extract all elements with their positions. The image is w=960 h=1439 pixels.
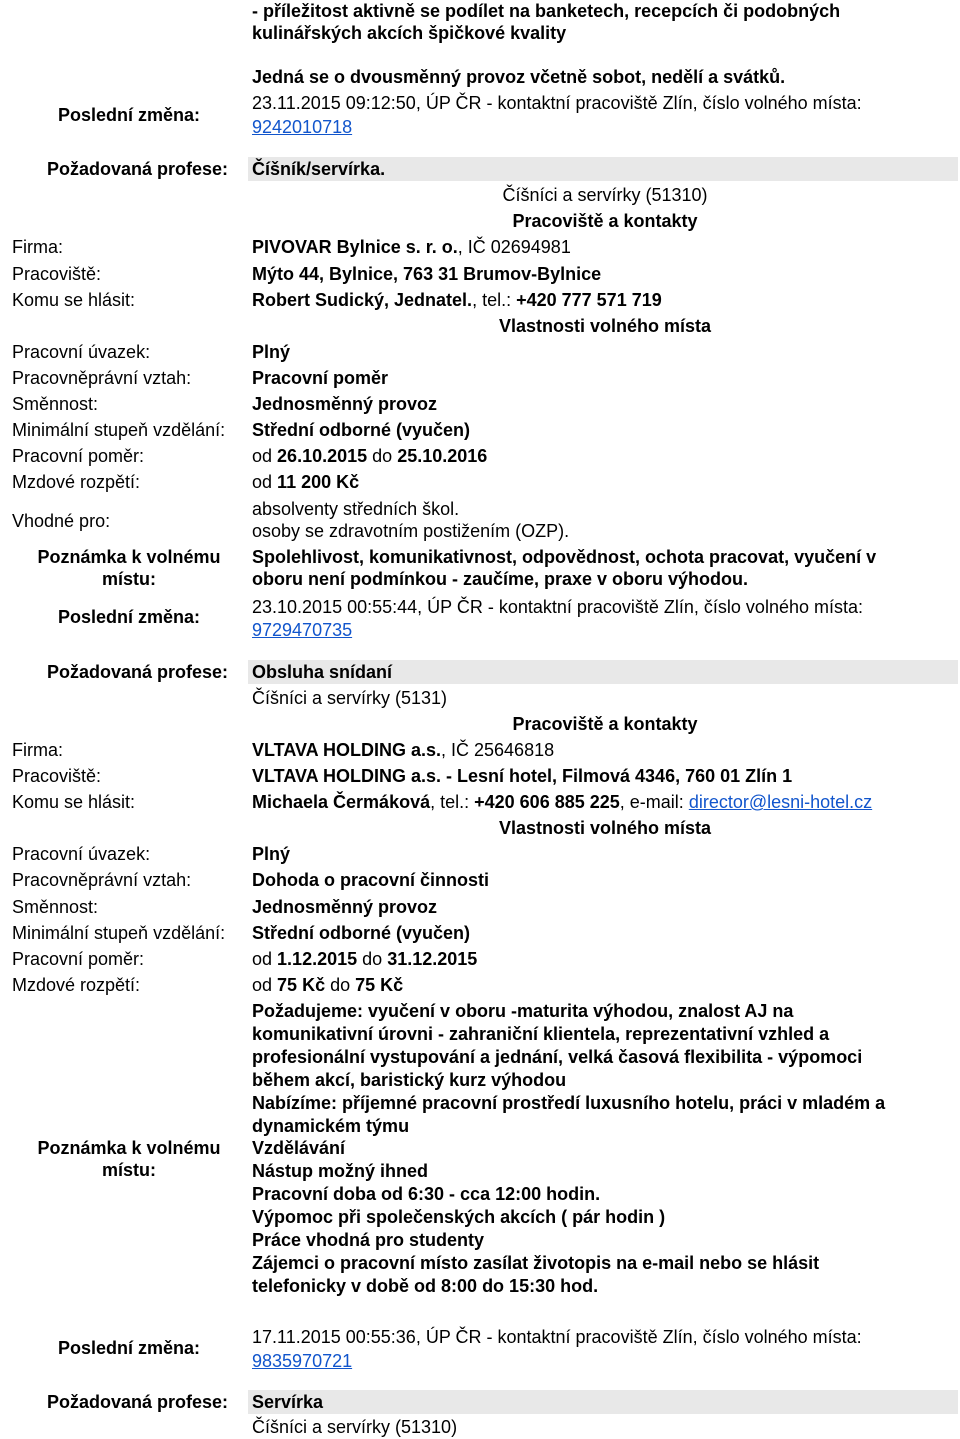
suitable-for-label: Vhodné pro: — [12, 511, 111, 531]
company-value — [252, 236, 571, 258]
contact-label: Komu se hlásit: — [12, 792, 136, 812]
section-heading-properties: Vlastnosti volného místa — [498, 316, 712, 336]
note-label — [12, 1137, 246, 1181]
note-label — [12, 546, 246, 590]
contact-phone: +420 777 571 719 — [516, 290, 662, 310]
last-change-label: Poslední změna: — [57, 105, 201, 125]
section-heading-properties: Vlastnosti volného místa — [498, 818, 712, 838]
profession-value: Obsluha snídaní — [252, 662, 393, 682]
salary-from: 11 200 Kč — [277, 472, 360, 492]
profession-category: Číšníci a servírky (51310) — [502, 185, 708, 205]
note-text-line: komunikativní úrovni - zahraniční klientela, reprezentativní vzhled a — [252, 1024, 830, 1044]
employment-relation-value: Dohoda o pracovní činnosti — [252, 870, 490, 890]
company-ic: , IČ 25646818 — [441, 740, 555, 760]
profession-label: Požadovaná profese: — [46, 662, 228, 682]
contact-email-link[interactable]: director@lesni-hotel.cz — [688, 792, 873, 812]
salary-to: 75 Kč — [355, 975, 404, 995]
shift-label: Směnnost: — [12, 394, 99, 414]
section-heading-contacts: Pracoviště a kontakty — [512, 211, 698, 231]
profession-value: Číšník/servírka. — [252, 159, 386, 179]
last-change-label: Poslední změna: — [57, 1338, 201, 1358]
note-text-line: Pracovní doba od 6:30 - cca 12:00 hodin. — [252, 1184, 601, 1204]
contact-person: Michaela Čermáková — [252, 792, 431, 812]
period-from: 26.10.2015 — [277, 446, 368, 466]
last-change-label: Poslední změna: — [57, 607, 201, 627]
last-change-text: 23.10.2015 00:55:44, ÚP ČR - kontaktní pracoviště Zlín, číslo volného místa: — [252, 597, 863, 617]
workplace-value: Mýto 44, Bylnice, 763 31 Brumov-Bylnice — [252, 264, 602, 284]
period-to: 31.12.2015 — [387, 949, 478, 969]
profession-label: Požadovaná profese: — [46, 159, 228, 179]
profession-category: Číšníci a servírky (5131) — [252, 688, 448, 708]
section-heading-contacts: Pracoviště a kontakty — [512, 714, 698, 734]
workplace-value: VLTAVA HOLDING a.s. - Lesní hotel, Filmová 4346, 760 01 Zlín 1 — [252, 766, 793, 786]
salary-value — [252, 471, 359, 493]
shift-value: Jednosměnný provoz — [252, 897, 438, 917]
note-text-line: dynamickém týmu — [252, 1116, 410, 1136]
employment-period-value — [252, 948, 477, 970]
suitable-for-item: osoby se zdravotním postižením (OZP). — [252, 521, 570, 541]
to-label: do — [372, 446, 393, 466]
job-id-link[interactable]: 9729470735 — [252, 620, 353, 640]
company-label: Firma: — [12, 237, 63, 257]
note-label-line: Poznámka k volnému — [37, 1138, 221, 1158]
note-text-line: během akcí, baristický kurz výhodou — [252, 1070, 567, 1090]
company-name: VLTAVA HOLDING a.s. — [252, 740, 442, 760]
salary-label: Mzdové rozpětí: — [12, 472, 141, 492]
profession-label: Požadovaná profese: — [46, 1392, 228, 1412]
employment-relation-label: Pracovněprávní vztah: — [12, 870, 192, 890]
education-value: Střední odborné (vyučen) — [252, 923, 471, 943]
from-label: od — [252, 446, 273, 466]
employment-period-value — [252, 445, 487, 467]
note-text-line: Požadujeme: vyučení v oboru -maturita výhodou, znalost AJ na — [252, 1001, 794, 1021]
workload-label: Pracovní úvazek: — [12, 342, 151, 362]
company-ic: , IČ 02694981 — [457, 237, 571, 257]
note-text-line: Spolehlivost, komunikativnost, odpovědnost, ochota pracovat, vyučení v — [252, 547, 877, 567]
tel-label: , tel.: — [430, 792, 470, 812]
contact-value — [252, 289, 662, 311]
suitable-for-item: absolventy středních škol. — [252, 499, 460, 519]
note-text-line: telefonicky v době od 8:00 do 15:30 hod. — [252, 1276, 599, 1296]
note-text-line: Výpomoc při společenských akcích ( pár hodin ) — [252, 1207, 666, 1227]
profession-category: Číšníci a servírky (51310) — [252, 1417, 458, 1437]
salary-value — [252, 974, 403, 996]
company-value — [252, 739, 554, 761]
education-label: Minimální stupeň vzdělání: — [12, 420, 226, 440]
note-label-line: místu: — [102, 1160, 156, 1180]
note-label-line: Poznámka k volnému — [37, 547, 221, 567]
from-label: od — [252, 975, 273, 995]
employment-period-label: Pracovní poměr: — [12, 446, 145, 466]
from-label: od — [252, 949, 273, 969]
to-label: do — [362, 949, 383, 969]
job-id-link[interactable]: 9835970721 — [252, 1351, 353, 1371]
profession-highlight — [248, 1390, 958, 1414]
shift-value: Jednosměnný provoz — [252, 394, 438, 414]
workload-label: Pracovní úvazek: — [12, 844, 151, 864]
last-change-text: 23.11.2015 09:12:50, ÚP ČR - kontaktní pracoviště Zlín, číslo volného místa: — [252, 93, 862, 113]
company-name: PIVOVAR Bylnice s. r. o. — [252, 237, 458, 257]
salary-label: Mzdové rozpětí: — [12, 975, 141, 995]
note-line: kulinářských akcích špičkové kvality — [252, 23, 567, 43]
contact-label: Komu se hlásit: — [12, 290, 136, 310]
note-text-line: Vzdělávání — [252, 1138, 346, 1158]
workload-value: Plný — [252, 342, 291, 362]
contact-value — [252, 791, 872, 813]
workplace-label: Pracoviště: — [12, 264, 102, 284]
employment-period-label: Pracovní poměr: — [12, 949, 145, 969]
company-label: Firma: — [12, 740, 63, 760]
shift-label: Směnnost: — [12, 897, 99, 917]
workload-value: Plný — [252, 844, 291, 864]
email-label: , e-mail: — [619, 792, 684, 812]
salary-from: 75 Kč — [277, 975, 326, 995]
last-change-text: 17.11.2015 00:55:36, ÚP ČR - kontaktní pracoviště Zlín, číslo volného místa: — [252, 1327, 862, 1347]
contact-phone: +420 606 885 225 — [474, 792, 620, 812]
employment-relation-value: Pracovní poměr — [252, 368, 389, 388]
job-id-link[interactable]: 9242010718 — [252, 117, 353, 137]
note-text-line: oboru není podmínkou - zaučíme, praxe v oboru výhodou. — [252, 569, 749, 589]
note-text-line: profesionální vystupování a jednání, velká časová flexibilita - výpomoci — [252, 1047, 863, 1067]
period-from: 1.12.2015 — [277, 949, 358, 969]
workplace-label: Pracoviště: — [12, 766, 102, 786]
note-text-line: Nabízíme: příjemné pracovní prostředí luxusního hotelu, práci v mladém a — [252, 1093, 886, 1113]
employment-relation-label: Pracovněprávní vztah: — [12, 368, 192, 388]
education-value: Střední odborné (vyučen) — [252, 420, 471, 440]
period-to: 25.10.2016 — [397, 446, 488, 466]
to-label: do — [330, 975, 351, 995]
note-label-line: místu: — [102, 569, 156, 589]
note-text-line: Práce vhodná pro studenty — [252, 1230, 485, 1250]
contact-person: Robert Sudický, Jednatel. — [252, 290, 473, 310]
note-line: - příležitost aktivně se podílet na banketech, recepcích či podobných — [252, 1, 841, 21]
profession-value: Servírka — [252, 1392, 324, 1412]
note-line: Jedná se o dvousměnný provoz včetně sobot, nedělí a svátků. — [252, 67, 786, 87]
note-text-line: Zájemci o pracovní místo zasílat životopis na e-mail nebo se hlásit — [252, 1253, 820, 1273]
tel-label: , tel.: — [472, 290, 512, 310]
from-label: od — [252, 472, 273, 492]
education-label: Minimální stupeň vzdělání: — [12, 923, 226, 943]
note-text-line: Nástup možný ihned — [252, 1161, 429, 1181]
